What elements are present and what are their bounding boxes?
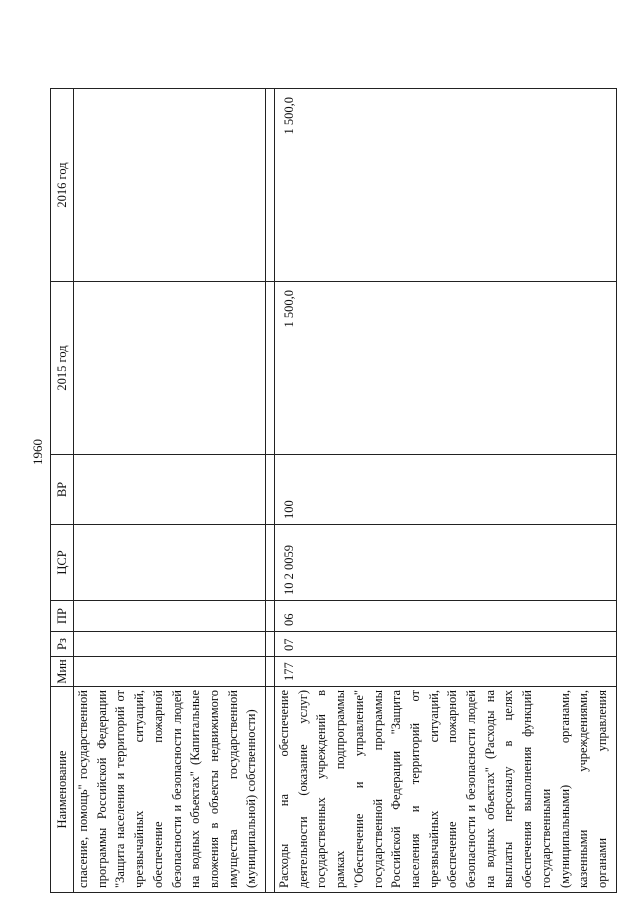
name-line: Российской Федерации "Защита — [389, 690, 404, 888]
name-line: "Защита населения и территорий от — [113, 690, 128, 888]
cell-vr: 100 — [275, 455, 617, 525]
name-line: чрезвычайных ситуаций, — [426, 690, 441, 888]
table-row — [275, 89, 617, 893]
header-name: Наименование — [51, 687, 74, 893]
header-pr: ПР — [51, 601, 74, 632]
cell-rz: 07 — [275, 632, 617, 657]
name-line: безопасности и безопасности людей — [169, 690, 184, 888]
header-csr: ЦСР — [51, 525, 74, 601]
name-line: чрезвычайных ситуаций, — [132, 690, 147, 888]
name-line: казенными учреждениями, — [576, 690, 591, 888]
header-2016: 2016 год — [51, 89, 74, 282]
name-line: Расходы на обеспечение — [277, 690, 292, 888]
header-row — [51, 89, 74, 893]
cell-pr: 06 — [275, 601, 617, 632]
header-rz: Рз — [51, 632, 74, 657]
budget-table — [50, 88, 617, 893]
name-line: спасение, помощь" государственной — [76, 690, 90, 888]
name-line: обеспечения выполнения функций — [520, 690, 535, 888]
name-line: вложения в объекты недвижимого — [206, 690, 221, 888]
separator-cell — [266, 455, 275, 525]
name-line: "Обеспечение и управление" — [351, 690, 366, 888]
separator-cell — [266, 632, 275, 657]
separator-cell — [266, 601, 275, 632]
table-row — [74, 89, 266, 893]
page-number: 1960 — [30, 439, 45, 465]
name-line: программы Российской Федерации — [94, 690, 109, 888]
separator-cell — [266, 89, 275, 282]
header-2015: 2015 год — [51, 282, 74, 455]
name-line: государственной программы — [370, 690, 385, 888]
name-line: выплаты персоналу в целях — [501, 690, 516, 888]
name-line: государственными — [538, 788, 553, 888]
cell-min — [74, 657, 266, 687]
cell-pr — [74, 601, 266, 632]
name-line: на водных объектах" (Расходы на — [482, 690, 497, 888]
name-line: (муниципальными) органами, — [557, 690, 572, 888]
cell-2015 — [74, 282, 266, 455]
cell-vr — [74, 455, 266, 525]
header-min: Мин — [51, 657, 74, 687]
name-line: обеспечение пожарной — [445, 690, 460, 888]
name-line: имущества государственной — [225, 690, 240, 888]
header-vr: ВР — [51, 455, 74, 525]
name-line: органами управления — [594, 690, 609, 888]
cell-min: 177 — [275, 657, 617, 687]
cell-2015: 1 500,0 — [275, 282, 617, 455]
name-line: (муниципальной) собственности) — [244, 709, 259, 888]
separator-cell — [266, 687, 275, 893]
cell-csr: 10 2 0059 — [275, 525, 617, 601]
row-name — [74, 687, 266, 893]
separator-cell — [266, 282, 275, 455]
row-separator — [266, 89, 275, 893]
cell-2016 — [74, 89, 266, 282]
cell-csr — [74, 525, 266, 601]
name-line: на водных объектах" (Капитальные — [188, 690, 203, 888]
name-line: населения и территорий от — [407, 690, 422, 888]
separator-cell — [266, 525, 275, 601]
row-name — [275, 687, 617, 893]
name-line: деятельности (оказание услуг) — [295, 690, 310, 888]
rotated-page — [50, 50, 607, 893]
cell-rz — [74, 632, 266, 657]
cell-2016: 1 500,0 — [275, 89, 617, 282]
name-line: рамках подпрограммы — [333, 690, 348, 888]
separator-cell — [266, 657, 275, 687]
name-line: государственных учреждений в — [314, 690, 329, 888]
name-line: безопасности и безопасности людей — [464, 690, 479, 888]
name-line: обеспечение пожарной — [150, 690, 165, 888]
